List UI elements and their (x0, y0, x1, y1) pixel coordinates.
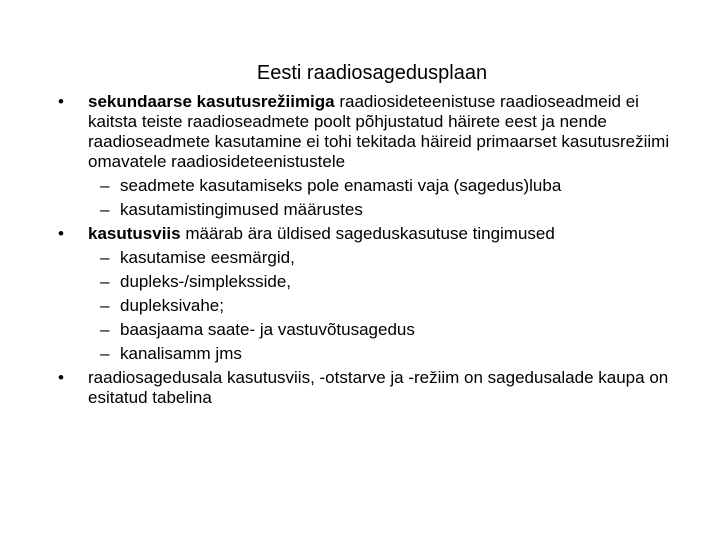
bullet-item-usage (58, 224, 678, 244)
sub-item (58, 344, 678, 364)
sub-item (58, 200, 678, 220)
sub-marker: – (100, 344, 110, 363)
sub-item (58, 272, 678, 292)
bullet-item-table-note (58, 368, 678, 408)
bullet-marker: • (58, 92, 64, 111)
sub-item (58, 176, 678, 196)
bullet-text: raadiosagedusala kasutusviis, -otstarve ja -režiim on sagedusalade kaupa on esitatud tabelina (88, 368, 669, 407)
sub-marker: – (100, 272, 110, 291)
bullet-bold-term: sekundaarse kasutusrežiimiga (88, 92, 335, 111)
bullet-item-secondary-mode (58, 92, 678, 172)
sub-item (58, 320, 678, 340)
bullet-marker: • (58, 224, 64, 243)
sub-item-text: kasutamise eesmärgid, (120, 248, 295, 267)
sub-item-text: seadmete kasutamiseks pole enamasti vaja (sagedus)luba (120, 176, 562, 195)
sub-marker: – (100, 248, 110, 267)
bullet-marker: • (58, 368, 64, 387)
sub-item-text: dupleks-/simpleksside, (120, 272, 292, 291)
sub-item-text: kanalisamm jms (120, 344, 242, 363)
slide-content (58, 92, 678, 409)
sub-marker: – (100, 296, 110, 315)
sub-marker: – (100, 200, 110, 219)
sub-item-text: baasjaama saate- ja vastuvõtusagedus (120, 320, 415, 339)
sub-item (58, 248, 678, 268)
sub-item (58, 296, 678, 316)
sub-item-text: kasutamistingimused määrustes (120, 200, 363, 219)
sub-marker: – (100, 176, 110, 195)
bullet-text: määrab ära üldised sageduskasutuse tingimused (180, 224, 555, 243)
slide-title: Eesti raadiosagedusplaan (256, 62, 488, 84)
sub-marker: – (100, 320, 110, 339)
sub-item-text: dupleksivahe; (120, 296, 224, 315)
bullet-text: raadiosideteenistuse raadioseadmeid ei kaitsta teiste raadioseadmete poolt põhjustatud häirete eest ja nende raadioseadmete kasutamine ei tohi tekitada häireid primaarset kasutusrežiimi omavatele raadiosideteenistustele (88, 92, 670, 171)
bullet-bold-term: kasutusviis (88, 224, 181, 243)
